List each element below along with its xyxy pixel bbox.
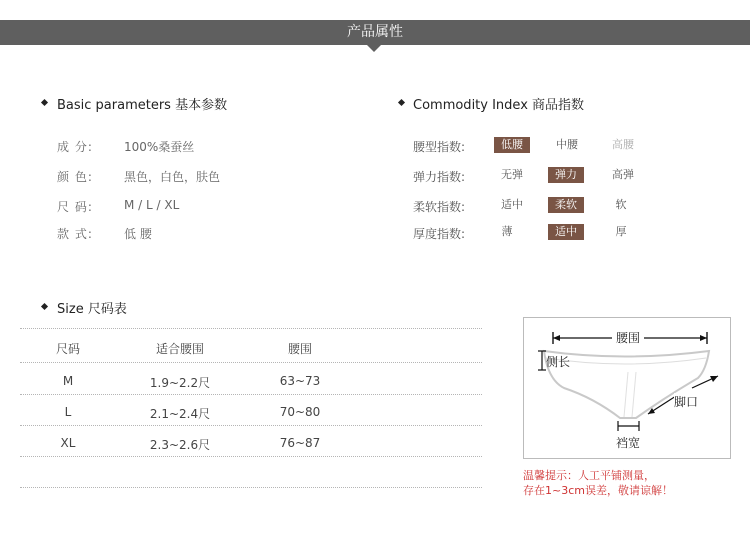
commodity-section-title: Commodity Index 商品指数 — [413, 98, 585, 113]
table-header: 尺码 — [55, 342, 80, 356]
index-option: 中腰 — [556, 138, 578, 151]
table-cell: 2.3~2.6尺 — [149, 438, 211, 452]
index-option-selected: 低腰 — [494, 137, 530, 153]
param-value: M / L / XL — [124, 198, 180, 212]
param-label: 款 式: — [57, 227, 93, 241]
index-option: 薄 — [501, 225, 513, 238]
index-label: 弹力指数: — [413, 170, 466, 184]
index-option: 厚 — [615, 225, 627, 238]
table-cell: 76~87 — [279, 436, 321, 450]
bullet-icon — [41, 99, 48, 106]
table-header: 适合腰围 — [155, 342, 204, 356]
basic-section-title: Basic parameters 基本参数 — [57, 98, 228, 113]
crotch-width-label: 裆宽 — [616, 436, 641, 450]
param-value: 黑色，白色，肤色 — [124, 170, 221, 184]
table-cell: 1.9~2.2尺 — [149, 376, 211, 390]
table-divider — [20, 394, 482, 395]
measurement-note: 温馨提示：人工平铺测量， — [523, 469, 655, 482]
index-option-selected: 柔软 — [548, 197, 584, 213]
index-option: 软 — [615, 198, 627, 211]
index-label: 厚度指数: — [413, 227, 466, 241]
banner-title: 产品属性 — [347, 24, 403, 40]
banner-pointer — [367, 45, 381, 52]
table-divider — [20, 328, 482, 329]
table-divider — [20, 362, 482, 363]
index-option: 无弹 — [501, 168, 523, 181]
table-divider — [20, 456, 482, 457]
bullet-icon — [41, 303, 48, 310]
bullet-icon — [398, 99, 405, 106]
table-header: 腰围 — [287, 342, 312, 356]
param-label: 成 分: — [57, 140, 93, 154]
index-label: 柔软指数: — [413, 200, 466, 214]
table-divider — [20, 487, 482, 488]
table-cell: 63~73 — [279, 374, 321, 388]
measurement-note: 存在1~3cm误差，敬请谅解！ — [523, 484, 673, 497]
table-divider — [20, 425, 482, 426]
param-label: 颜 色: — [57, 170, 93, 184]
index-option: 适中 — [501, 198, 523, 211]
leg-opening-label: 脚口 — [674, 395, 699, 409]
index-option-selected: 弹力 — [548, 167, 584, 183]
size-section-title: Size 尺码表 — [57, 302, 127, 317]
param-value: 低 腰 — [124, 227, 152, 241]
index-option-selected: 适中 — [548, 224, 584, 240]
table-cell: 2.1~2.4尺 — [149, 407, 211, 421]
table-cell: 70~80 — [279, 405, 321, 419]
waist-label: 腰围 — [616, 331, 641, 345]
param-value: 100%桑蚕丝 — [124, 140, 195, 154]
index-label: 腰型指数: — [413, 140, 466, 154]
index-option: 高腰 — [612, 138, 634, 151]
table-cell: XL — [60, 436, 76, 450]
table-cell: L — [64, 405, 72, 419]
table-cell: M — [62, 374, 74, 388]
measurement-diagram — [523, 317, 731, 459]
param-label: 尺 码: — [57, 200, 93, 214]
index-option: 高弹 — [612, 168, 634, 181]
side-length-label: 侧长 — [546, 355, 571, 369]
